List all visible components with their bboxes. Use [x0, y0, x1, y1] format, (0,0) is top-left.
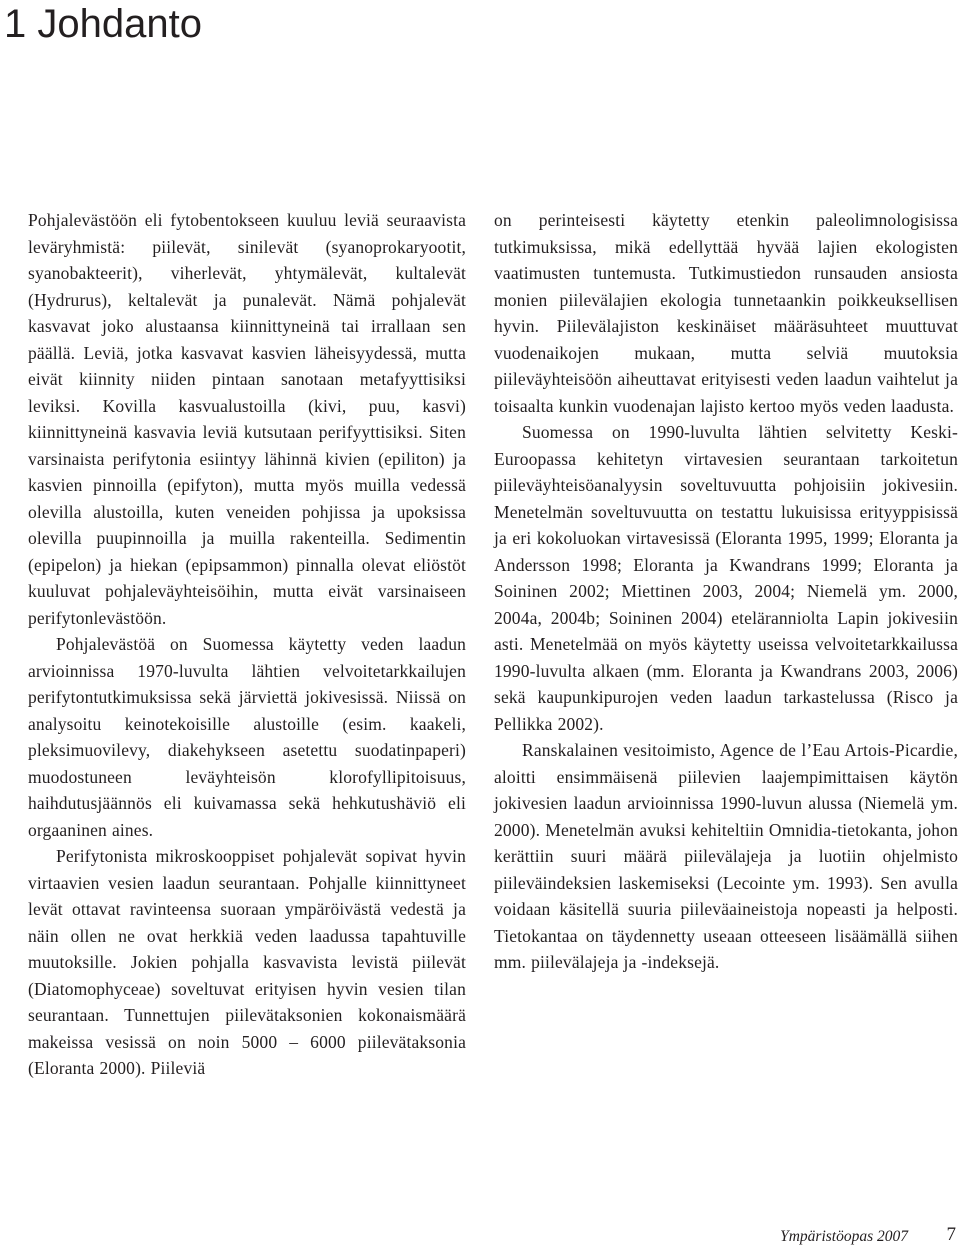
paragraph: Ranskalainen vesitoimisto, Agence de l’Eau Artois-Picardie, aloitti ensimmäisenä piilevien laajempimittaisen käytön jokivesien laadun arvioinnissa 1990-luvun alussa (Niemelä ym. 2000). Menetelmän avuksi kehiteltiin Omnidia-tietokanta, johon kerättiin suuri määrä piilevälajeja ja luotiin ohjelmisto piileväindeksien laskemiseksi (Lecointe ym. 1993). Sen avulla voidaan käsitellä suuria piileväaineistoja nopeasti ja helposti. Tietokantaa on täydennetty useaan otteeseen lisäämällä siihen mm. piilevälajeja ja -indeksejä.	[494, 740, 958, 972]
paragraph: Perifytonista mikroskooppiset pohjalevät sopivat hyvin virtaavien vesien laadun seurantaan. Pohjalle kiinnittyneet levät ottavat ravinteensa suoraan ympäröivästä vedestä ja näin ollen ne ovat herkkiä veden laadussa tapahtuville muutoksille. Jokien pohjalla kasvavista levistä piilevät (Diatomophyceae) soveltuvat erityisen hyvin vesien tilan seurantaan. Tunnettujen piilevätaksonien kokonaismäärä makeissa vesissä on noin 5000 – 6000 piilevätaksonia (Eloranta 2000). Piileviä	[28, 846, 466, 1078]
paragraph: Pohjalevästöä on Suomessa käytetty veden laadun arvioinnissa 1970-luvulta lähtien velvoitetarkkailujen perifytontutkimuksissa sekä järviettä jokivesissä. Niissä on analysoitu keinotekoisille alustoille (esim. kaakeli, pleksimuovilevy, diakehykseen asetettu suodatinpaperi) muodostuneen leväyhteisön klorofyllipitoisuus, haihdutusjäännös eli kuivamassa sekä hehkutushäviö eli orgaaninen aines.	[28, 634, 466, 840]
left-text-column	[28, 207, 466, 1082]
paragraph: Suomessa on 1990-luvulta lähtien selvitetty Keski-Euroopassa kehitetyn virtavesien seurantaan tarkoitetun piileväyhteisöanalyysin soveltuvuutta pohjoisiin jokivesiin. Menetelmän soveltuvuutta on testattu lukuisissa erityyppisissä ja eri kokoluokan virtavesissä (Eloranta 1995, 1999; Eloranta ja Andersson 1998; Eloranta ja Kwandrans 1999; Eloranta ja Soininen 2002; Miettinen 2003, 2004; Niemelä ym. 2000, 2004a, 2004b; Soininen 2004) eteläranniolta Lapin jokivesiin asti. Menetelmää on myös käytetty useissa velvoitetarkkailussa 1990-luvulta alkaen (mm. Eloranta ja Kwandrans 2003, 2006) sekä kaupunkipurojen veden laadun tarkastelussa (Risco ja Pellikka 2002).	[494, 422, 958, 734]
paragraph: Pohjalevästöön eli fytobentokseen kuuluu leviä seuraavista leväryhmistä: piilevät, sinilevät (syanoprokaryootit, syanobakteerit), viherlevät, yhtymälevät, kultalevät (Hydrurus), keltalevät ja punalevät. Nämä pohjalevät kasvavat joko alustaansa kiinnittyneinä tai irrallaan sen päällä. Leviä, jotka kasvavat kasvien läheisyydessä, mutta eivät kiinnity niiden pintaan sanotaan metafyyttisiksi leviksi. Kovilla kasvualustoilla (kivi, puu, kasvi) kiinnittyneinä kasvavia leviä kutsutaan perifyyttisiksi. Siten varsinaista perifytonia esiintyy lähinnä kivien (epiliton) ja kasvien pinnoilla (epifyton), mutta myös muilla vedessä olevilla alustoilla, kuten veneiden pohjissa ja upoksissa olevilla puupinnoilla ja muilla rakenteilla. Sedimentin (epipelon) ja hiekan (epipsammon) pinnalla olevat eliöstöt kuuluvat pohjaleväyhteisöihin, mutta eivät varsinaiseen perifytonlevästöön.	[28, 210, 466, 628]
paragraph: on perinteisesti käytetty etenkin paleolimnologisissa tutkimuksissa, mikä edellyttää hyvää lajien ekologisten vaatimusten tuntemusta. Tutkimustiedon runsauden ansiosta monien piilevälajien ekologia tunnetaankin poikkeuksellisen hyvin. Piilevälajiston keskinäiset määräsuhteet muuttuvat vuodenaikojen mukaan, mutta selviä muutoksia piileväyhteisöön aiheuttavat erityisesti veden laadun vaihtelut ja toisaalta kunkin vuodenajan lajisto kertoo myös veden laadusta.	[494, 210, 958, 416]
right-text-column	[494, 207, 958, 976]
chapter-title: 1 Johdanto	[4, 2, 202, 46]
page-number: 7	[946, 1224, 956, 1245]
page-footer	[0, 1224, 960, 1248]
publication-title: Ympäristöopas 2007	[780, 1228, 908, 1245]
